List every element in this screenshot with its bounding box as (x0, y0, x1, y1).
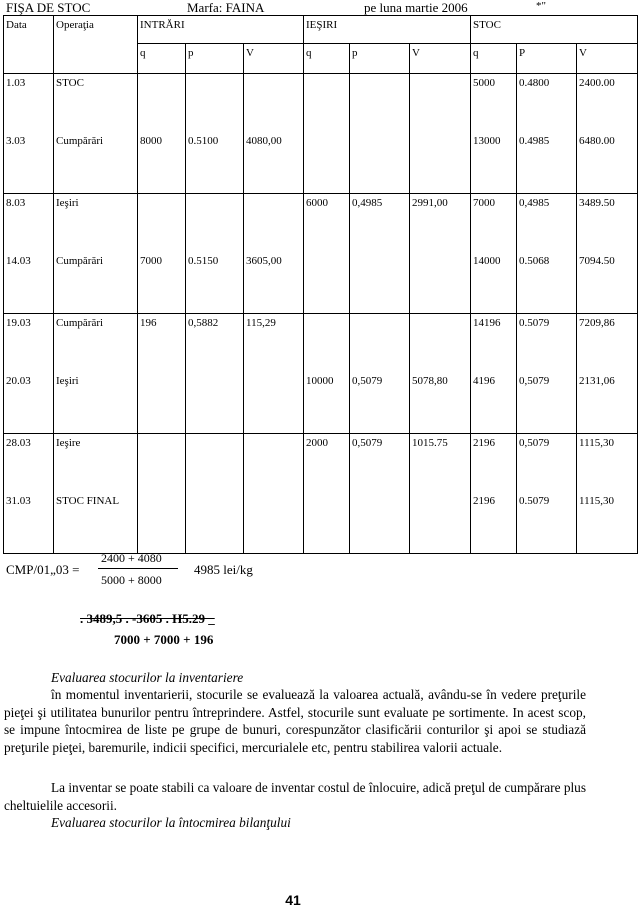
table-cell (304, 74, 350, 194)
cell-value: 7094.50 (579, 255, 615, 267)
table-cell (517, 194, 577, 314)
table-cell (517, 74, 577, 194)
table-cell (4, 434, 54, 554)
sub-header: V (244, 44, 304, 74)
cell-value: Cumpărări (56, 135, 104, 147)
sub-header: V (410, 44, 471, 74)
sub-header: q (138, 44, 186, 74)
cell-value: 14000 (473, 255, 501, 267)
cell-value: 19.03 (6, 317, 31, 329)
cell-value: 5000 (473, 77, 496, 89)
table-cell (186, 74, 244, 194)
formula-denominator: 5000 + 8000 (101, 573, 162, 587)
table-header-row (4, 16, 638, 44)
table-cell (4, 74, 54, 194)
table-cell (350, 74, 410, 194)
cell-value (188, 437, 241, 495)
cell-value: 1015.75 (412, 437, 448, 449)
table-row (4, 314, 638, 434)
cell-value: 14196 (473, 317, 501, 329)
table-cell (244, 194, 304, 314)
cell-value: 0,5079 (519, 375, 550, 387)
formula-result: 4985 lei/kg (194, 562, 253, 577)
cell-value (188, 495, 241, 553)
table-cell (4, 314, 54, 434)
sub-header: q (304, 44, 350, 74)
table-cell (138, 314, 186, 434)
cell-value: Ieşiri (56, 375, 79, 387)
table-cell (138, 194, 186, 314)
table-cell (517, 314, 577, 434)
table-cell (350, 434, 410, 554)
cell-value (352, 317, 407, 375)
table-body (4, 74, 638, 554)
cell-value (306, 317, 347, 375)
cell-value: 13000 (473, 135, 501, 147)
table-cell (350, 194, 410, 314)
cell-value (352, 495, 407, 553)
page-number: 41 (285, 892, 301, 908)
cell-value (188, 197, 241, 255)
cell-value: 6000 (306, 197, 329, 209)
formula-numerator: 2400 + 4080 (101, 551, 162, 565)
table-cell (471, 194, 517, 314)
cell-value: 7000 (140, 255, 162, 267)
group-in-header: INTRĂRI (138, 16, 304, 44)
cell-value: 28.03 (6, 437, 31, 449)
cell-value: 2991,00 (412, 197, 448, 209)
table-cell (410, 314, 471, 434)
table-cell (517, 434, 577, 554)
header-mark: *" (536, 0, 546, 12)
stock-table (3, 15, 638, 554)
table-cell (138, 434, 186, 554)
cell-value: Cumpărări (56, 317, 104, 329)
table-cell (410, 194, 471, 314)
table-cell (244, 74, 304, 194)
table-row (4, 194, 638, 314)
cell-value (140, 437, 183, 495)
cell-value (306, 77, 347, 135)
sub-header: V (577, 44, 638, 74)
cell-value (352, 255, 407, 313)
table-cell (304, 434, 350, 554)
table-cell (471, 74, 517, 194)
fraction-bar (98, 568, 178, 569)
cell-value (188, 375, 241, 433)
cell-value (246, 437, 301, 495)
heading-balance: Evaluarea stocurilor la întocmirea bilanţului (51, 815, 291, 830)
table-cell (577, 434, 638, 554)
cell-value: 5078,80 (412, 375, 448, 387)
cell-value: 196 (140, 317, 157, 329)
cell-value: 0,5079 (519, 437, 550, 449)
cell-value: STOC (56, 77, 84, 89)
col-op-header: Operaţia (54, 16, 138, 74)
table-cell (4, 194, 54, 314)
table-cell (244, 314, 304, 434)
col-data-header: Data (4, 16, 54, 74)
cell-value: 4080,00 (246, 135, 282, 147)
formula2-denominator: 7000 + 7000 + 196 (114, 632, 214, 647)
cell-value: 31.03 (6, 495, 31, 507)
table-cell (410, 434, 471, 554)
cell-value (412, 77, 468, 135)
cell-value: 4196 (473, 375, 496, 387)
cell-value: 0.5100 (188, 135, 219, 147)
cell-value (246, 197, 301, 255)
cell-value: 2196 (473, 437, 496, 449)
cell-value: 0,5882 (188, 317, 219, 329)
sub-header: q (471, 44, 517, 74)
cell-value (412, 255, 468, 313)
cell-value: 7000 (473, 197, 496, 209)
cell-value: 3605,00 (246, 255, 282, 267)
heading-inventory: Evaluarea stocurilor la inventariere (51, 670, 244, 685)
table-cell (577, 194, 638, 314)
cell-value (140, 375, 183, 433)
table-cell (138, 74, 186, 194)
cell-value (352, 135, 407, 193)
paragraph-inventory: în momentul inventarierii, stocurile se evaluează la valoarea actuală, avându-se în vedere preţurile pieţei şi utilitatea bunurilor pentru întreprindere. Astfel, stocurile sunt evaluate pe sortimente. In acest scop, se impune întocmirea de liste pe grupe de bunuri, corespunzător clasificării conturilor şi apoi se studiază preţurile pieţei, baremurile, indicii specifici, mercurialele etc, pentru stabilirea valorii actuale. (4, 687, 586, 755)
cell-value: 14.03 (6, 255, 31, 267)
cell-value: 7209,86 (579, 317, 615, 329)
cell-value: 3489.50 (579, 197, 615, 209)
cell-value: Ieşiri (56, 197, 79, 209)
table-cell (54, 314, 138, 434)
cell-value: 6480.00 (579, 135, 615, 147)
cell-value: 115,29 (246, 317, 276, 329)
cell-value: 0,5079 (352, 375, 383, 387)
table-cell (471, 434, 517, 554)
group-out-header: IEŞIRI (304, 16, 471, 44)
table-cell (577, 74, 638, 194)
cell-value (140, 197, 183, 255)
period-label: pe luna martie 2006 (364, 0, 468, 15)
table-row (4, 434, 638, 554)
formula2-numerator: . 3489,5 . -3605 . H5.29 _ (80, 611, 215, 626)
table-cell (471, 314, 517, 434)
product-label: Marfa: FAINA (187, 0, 265, 15)
table-cell (54, 194, 138, 314)
cell-value: 3.03 (6, 135, 26, 147)
table-cell (244, 434, 304, 554)
cell-value: 1115,30 (579, 437, 614, 449)
cell-value: 0.5068 (519, 255, 550, 267)
cell-value: 2131,06 (579, 375, 615, 387)
cell-value (412, 317, 468, 375)
cell-value (246, 375, 301, 433)
sheet-title: FIŞA DE STOC (6, 0, 91, 15)
cell-value: 0.4985 (519, 135, 550, 147)
cell-value: 0,5079 (352, 437, 383, 449)
cell-value (246, 77, 301, 135)
table-cell (577, 314, 638, 434)
cell-value: STOC FINAL (56, 495, 120, 507)
cell-value: 8.03 (6, 197, 26, 209)
cell-value (412, 135, 468, 193)
sub-header: P (517, 44, 577, 74)
cell-value: Cumpărări (56, 255, 104, 267)
table-cell (186, 194, 244, 314)
cell-value: 0.4800 (519, 77, 550, 89)
cell-value (188, 77, 241, 135)
cell-value (140, 495, 183, 553)
cell-value: 10000 (306, 375, 334, 387)
cell-value (412, 495, 468, 553)
cell-value: 8000 (140, 135, 162, 147)
table-cell (186, 314, 244, 434)
formula-label: CMP/01„03 = (6, 562, 80, 577)
cell-value: 0,4985 (519, 197, 550, 209)
table-cell (410, 74, 471, 194)
cell-value: 2400.00 (579, 77, 615, 89)
cell-value (306, 495, 347, 553)
table-cell (186, 434, 244, 554)
cell-value: 0.5079 (519, 317, 550, 329)
paragraph-replacement: La inventar se poate stabili ca valoare de inventar costul de înlocuire, adică preţul de cumpărare plus cheltuielile accesorii. (4, 780, 586, 813)
table-cell (304, 194, 350, 314)
cell-value: 2196 (473, 495, 496, 507)
sub-header: p (186, 44, 244, 74)
cell-value: 20.03 (6, 375, 31, 387)
cell-value: 0,4985 (352, 197, 383, 209)
cell-value: Ieşire (56, 437, 81, 449)
cell-value: 0.5079 (519, 495, 550, 507)
cell-value (246, 495, 301, 553)
table-row (4, 74, 638, 194)
cell-value (352, 77, 407, 135)
table-cell (350, 314, 410, 434)
table-cell (54, 434, 138, 554)
cell-value (140, 77, 183, 135)
cell-value: 2000 (306, 437, 329, 449)
header (6, 0, 636, 16)
cell-value: 0.5150 (188, 255, 219, 267)
cell-value (306, 135, 347, 193)
cell-value: 1.03 (6, 77, 26, 89)
group-stock-header: STOC (471, 16, 638, 44)
table-cell (304, 314, 350, 434)
cell-value (306, 255, 347, 313)
sub-header: p (350, 44, 410, 74)
cell-value: 1115,30 (579, 495, 614, 507)
table-cell (54, 74, 138, 194)
